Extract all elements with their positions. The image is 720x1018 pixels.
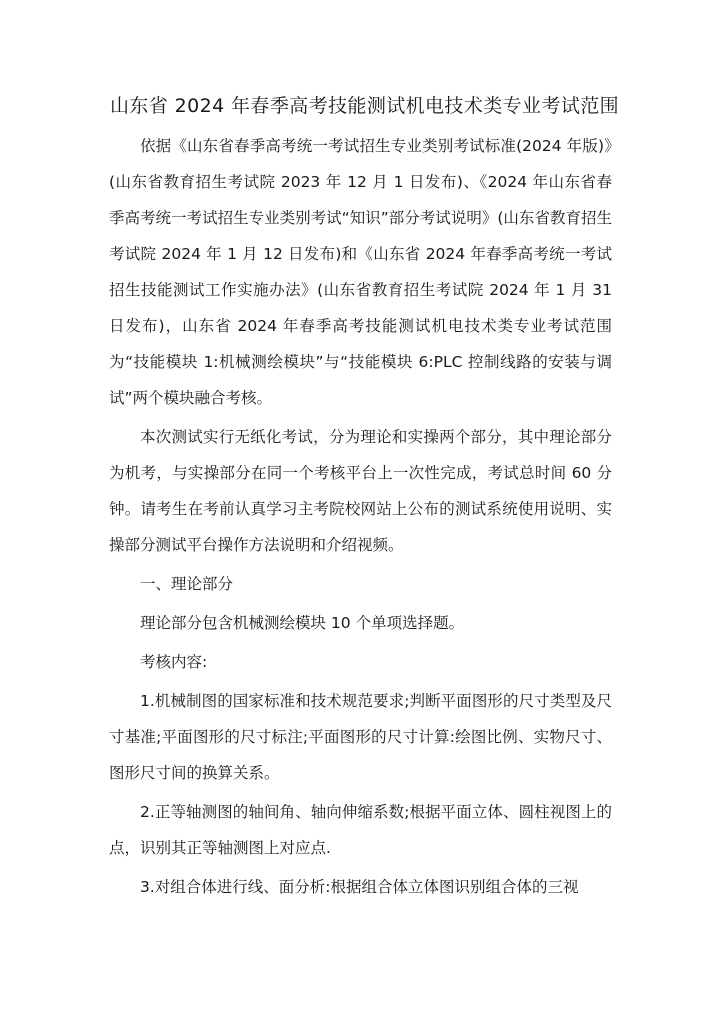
document-body	[109, 128, 612, 908]
list-item-3: 3.对组合体进行线、面分析:根据组合体立体图识别组合体的三视	[140, 878, 579, 896]
list-item-1: 1.机械制图的国家标准和技术规范要求;判断平面图形的尺寸类型及尺寸基准;平面图形的尺寸标注;平面图形的尺寸计算:绘图比例、实物尺寸、图形尺寸间的换算关系。	[109, 692, 612, 782]
list-item-2: 2.正等轴测图的轴间角、轴向伸缩系数;根据平面立体、圆柱视图上的点，识别其正等轴测图上对应点.	[109, 803, 612, 857]
paragraph-content-label: 考核内容:	[140, 653, 208, 671]
paragraph-basis: 依据《山东省春季高考统一考试招生专业类别考试标准(2024 年版)》(山东省教育招生考试院 2023 年 12 月 1 日发布)、《2024 年山东省春季高考统一考试招生专业类别考试“知识”部分考试说明》(山东省教育招生考试院 2024 年 1 月 12 日发布)和《山东省 2024 年春季高考统一考试招生技能测试工作实施办法》(山东省教育招生考试院 2024 年 1 月 31 日发布)，山东省 2024 年春季高考技能测试机电技术类专业考试范围为“技能模块 1:机械测绘模块”与“技能模块 6:PLC 控制线路的安装与调试”两个模块融合考核。	[109, 137, 612, 407]
paragraph-theory-scope: 理论部分包含机械测绘模块 10 个单项选择题。	[140, 614, 465, 632]
section-heading-theory: 一、理论部分	[140, 575, 234, 593]
paragraph-exam-format: 本次测试实行无纸化考试，分为理论和实操两个部分，其中理论部分为机考，与实操部分在同一个考核平台上一次性完成，考试总时间 60 分钟。请考生在考前认真学习主考院校网站上公布的测试系统使用说明、实操部分测试平台操作方法说明和介绍视频。	[109, 428, 612, 554]
document-title: 山东省 2024 年春季高考技能测试机电技术类专业考试范围	[110, 95, 620, 117]
